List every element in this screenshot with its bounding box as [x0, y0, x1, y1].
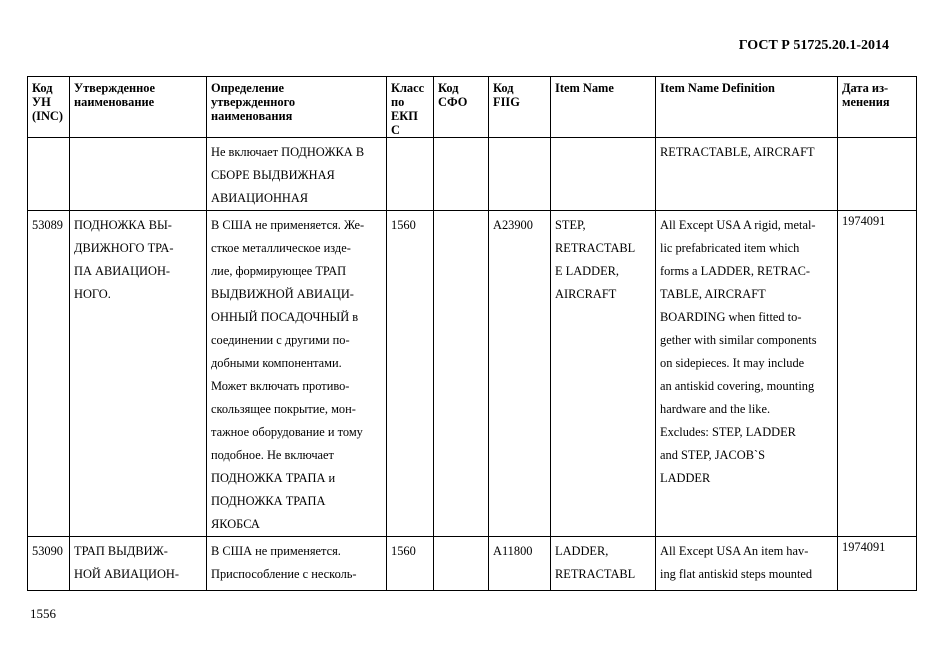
table-row	[28, 537, 917, 591]
cell-sfo	[434, 211, 489, 537]
table-row	[28, 211, 917, 537]
cell-class: 1560	[387, 537, 434, 591]
cell-definition: В США не применяется. Же- сткое металлическое изде- лие, формирующее ТРАП ВЫДВИЖНОЙ АВИАЦИ- ОННЫЙ ПОСАДОЧНЫЙ в соединении с другими по- добными компонентами. Может включать противо- скользящее покрытие, мон- тажное оборудование и тому подобное. Не включает ПОДНОЖКА ТРАПА и ПОДНОЖКА ТРАПА ЯКОБСА	[207, 211, 387, 537]
cell-item-name-definition: All Except USA An item hav- ing flat antiskid steps mounted	[656, 537, 838, 591]
classification-table	[27, 76, 917, 591]
col-header-class: Класс по ЕКП С	[387, 77, 434, 138]
cell-item-name: LADDER, RETRACTABL	[551, 537, 656, 591]
cell-sfo	[434, 537, 489, 591]
col-header-item-name-definition: Item Name Definition	[656, 77, 838, 138]
col-header-item-name: Item Name	[551, 77, 656, 138]
cell-approved-name: ТРАП ВЫДВИЖ- НОЙ АВИАЦИОН-	[70, 537, 207, 591]
cell-inc: 53089	[28, 211, 70, 537]
cell-definition: В США не применяется. Приспособление с несколь-	[207, 537, 387, 591]
col-header-inc: Код УН (INC)	[28, 77, 70, 138]
col-header-approved-name: Утвержденное наименование	[70, 77, 207, 138]
cell-date: 1974091	[838, 537, 917, 591]
cell-class: 1560	[387, 211, 434, 537]
table-header-row	[28, 77, 917, 138]
col-header-sfo: Код СФО	[434, 77, 489, 138]
cell-approved-name: ПОДНОЖКА ВЫ- ДВИЖНОГО ТРА- ПА АВИАЦИОН- НОГО.	[70, 211, 207, 537]
col-header-date: Дата из- менения	[838, 77, 917, 138]
cell-fiig: A23900	[489, 211, 551, 537]
cell-item-name-definition: All Except USA A rigid, metal- lic prefabricated item which forms a LADDER, RETRAC- TABLE, AIRCRAFT BOARDING when fitted to- gether with similar components on sidepieces. It may include an antiskid covering, mounting hardware and the like. Excludes: STEP, LADDER and STEP, JACOB`S LADDER	[656, 211, 838, 537]
cell-date: 1974091	[838, 211, 917, 537]
cell-item-name: STEP, RETRACTABL E LADDER, AIRCRAFT	[551, 211, 656, 537]
cell-inc: 53090	[28, 537, 70, 591]
cell-definition: Не включает ПОДНОЖКА В СБОРЕ ВЫДВИЖНАЯ АВИАЦИОННАЯ	[207, 138, 387, 211]
cell-item-name-definition: RETRACTABLE, AIRCRAFT	[656, 138, 838, 211]
table-row-continuation	[28, 138, 917, 211]
col-header-fiig: Код FIIG	[489, 77, 551, 138]
page-number: 1556	[30, 606, 56, 621]
col-header-definition: Определение утвержденного наименования	[207, 77, 387, 138]
document-standard-number: ГОСТ Р 51725.20.1-2014	[738, 38, 889, 53]
cell-fiig: A11800	[489, 537, 551, 591]
